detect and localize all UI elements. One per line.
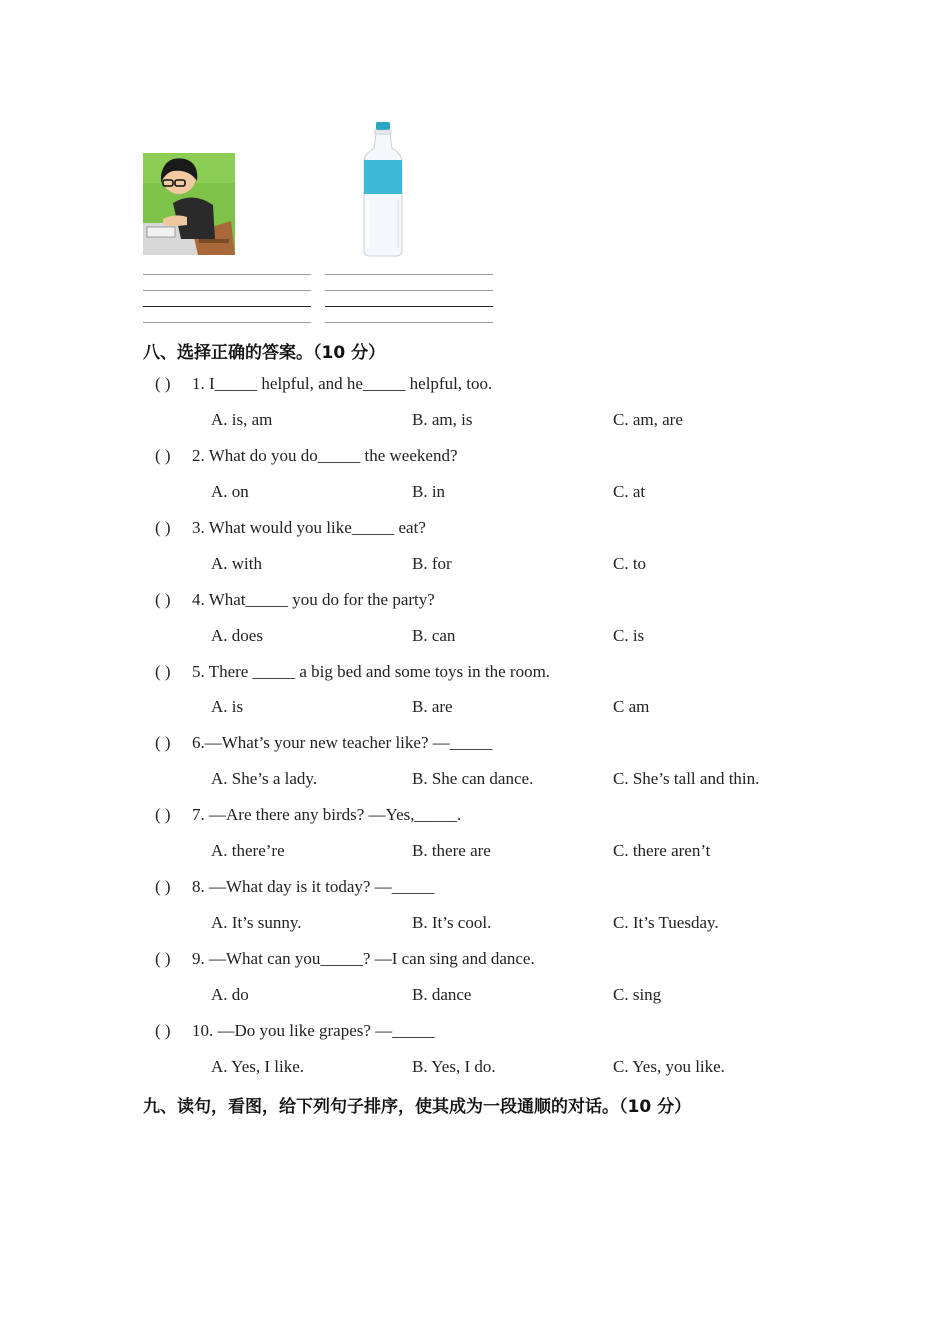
question-4	[155, 590, 435, 610]
question-9	[155, 949, 535, 969]
option-c: C. there aren’t	[613, 841, 711, 860]
question-text: 7. —Are there any birds? —Yes,_____.	[192, 805, 462, 824]
question-text: 4. What_____ you do for the party?	[192, 590, 435, 609]
option-b: B. in	[412, 482, 446, 501]
option-c: C. am, are	[613, 410, 683, 429]
question-text: 10. —Do you like grapes? —_____	[192, 1021, 435, 1040]
question-text: 1. I_____ helpful, and he_____ helpful, too.	[192, 374, 493, 393]
question-6	[155, 733, 492, 753]
option-b: B. dance	[412, 985, 472, 1004]
question-1	[155, 374, 492, 394]
answer-bracket[interactable]: ( )	[155, 518, 171, 537]
option-a: A. does	[211, 626, 263, 645]
option-c: C. at	[613, 482, 646, 501]
answer-bracket[interactable]: ( )	[155, 877, 171, 896]
option-c: C. is	[613, 626, 645, 645]
answer-bracket[interactable]: ( )	[155, 805, 171, 824]
question-7	[155, 805, 461, 825]
question-text: 5. There _____ a big bed and some toys in the room.	[192, 662, 551, 681]
option-c: C. to	[613, 554, 647, 573]
option-a: A. is	[211, 697, 244, 716]
question-text: 9. —What can you_____? —I can sing and dance.	[192, 949, 535, 968]
question-2	[155, 446, 457, 466]
answer-bracket[interactable]: ( )	[155, 374, 171, 393]
question-text: 3. What would you like_____ eat?	[192, 518, 426, 537]
option-a: A. She’s a lady.	[211, 769, 318, 788]
question-text: 8. —What day is it today? —_____	[192, 877, 435, 896]
option-b: B. It’s cool.	[412, 913, 492, 932]
answer-bracket[interactable]: ( )	[155, 662, 171, 681]
section-8-heading: 八、选择正确的答案。（10 分）	[143, 343, 386, 363]
answer-bracket[interactable]: ( )	[155, 1021, 171, 1040]
option-a: A. It’s sunny.	[211, 913, 302, 932]
option-b: B. Yes, I do.	[412, 1057, 496, 1076]
option-a: A. Yes, I like.	[211, 1057, 305, 1076]
option-a: A. there’re	[211, 841, 285, 860]
writing-lines-2	[325, 274, 493, 338]
question-10	[155, 1021, 435, 1041]
question-3	[155, 518, 426, 538]
question-text: 6.—What’s your new teacher like? —_____	[192, 733, 493, 752]
option-a: A. do	[211, 985, 249, 1004]
writing-lines-1	[143, 274, 311, 338]
option-b: B. am, is	[412, 410, 473, 429]
option-b: B. can	[412, 626, 456, 645]
option-c: C. It’s Tuesday.	[613, 913, 719, 932]
option-c: C. She’s tall and thin.	[613, 769, 760, 788]
boy-at-desk-picture	[143, 153, 235, 255]
option-a: A. with	[211, 554, 262, 573]
answer-bracket[interactable]: ( )	[155, 446, 171, 465]
option-c: C am	[613, 697, 650, 716]
answer-bracket[interactable]: ( )	[155, 733, 171, 752]
option-c: C. Yes, you like.	[613, 1057, 725, 1076]
option-b: B. She can dance.	[412, 769, 534, 788]
answer-bracket[interactable]: ( )	[155, 949, 171, 968]
option-c: C. sing	[613, 985, 662, 1004]
question-text: 2. What do you do_____ the weekend?	[192, 446, 458, 465]
option-a: A. on	[211, 482, 249, 501]
section-9-heading: 九、读句，看图，给下列句子排序，使其成为一段通顺的对话。（10 分）	[143, 1097, 692, 1117]
option-a: A. is, am	[211, 410, 273, 429]
water-bottle-picture	[358, 120, 408, 260]
answer-bracket[interactable]: ( )	[155, 590, 171, 609]
question-5	[155, 662, 550, 682]
option-b: B. are	[412, 697, 453, 716]
question-8	[155, 877, 434, 897]
option-b: B. for	[412, 554, 452, 573]
option-b: B. there are	[412, 841, 491, 860]
